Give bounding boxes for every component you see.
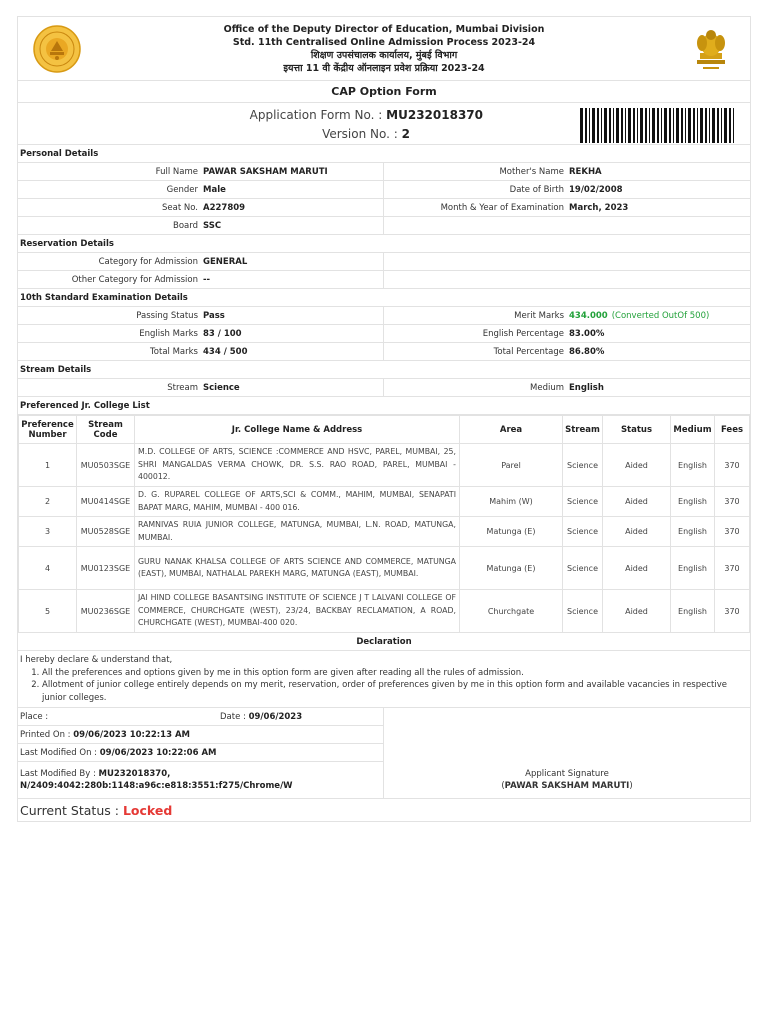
exam-month-label: Month & Year of Examination [440,202,564,213]
college-address: RAMNIVAS RUIA JUNIOR COLLEGE, MATUNGA, MUMBAI, L.N. ROAD, MATUNGA, MUMBAI. [135,517,460,547]
declaration-body [18,651,750,708]
modified-by-id: MU232018370, [98,769,171,779]
header-area: Area [460,416,563,444]
college-fees: 370 [715,444,750,487]
status-label: Current Status : [20,802,119,818]
status-badge: Locked [122,802,173,818]
preference-number: 3 [19,517,77,547]
reservation-details-heading: Reservation Details [18,235,750,253]
college-stream: Science [563,547,603,590]
modified-by-label: Last Modified By : [20,769,96,779]
college-status: Aided [603,590,671,633]
table-row [19,444,750,487]
table-row [19,517,750,547]
place-label: Place : [20,711,49,722]
medium-value: English [569,382,604,393]
office-title: Office of the Deputy Director of Education, Mumbai Division [223,24,545,35]
category-value: GENERAL [201,253,384,270]
full-name-value: PAWAR SAKSHAM MARUTI [201,163,384,180]
exam-row [18,325,750,343]
passing-status-value: Pass [201,307,384,324]
personal-row [18,181,750,199]
exam-details-heading: 10th Standard Examination Details [18,289,750,307]
version-line [18,127,410,141]
table-row [19,590,750,633]
college-fees: 370 [715,487,750,517]
college-status: Aided [603,487,671,517]
signature-label: Applicant Signature [525,769,609,779]
office-title-marathi: शिक्षण उपसंचालक कार्यालय, मुंबई विभाग [310,50,458,61]
college-stream: Science [563,590,603,633]
college-stream: Science [563,444,603,487]
personal-row [18,217,750,235]
version-label: Version No. : [322,127,398,141]
personal-row [18,163,750,181]
date-label: Date : [220,711,246,722]
header-college-name: Jr. College Name & Address [135,416,460,444]
english-marks-value: 83 / 100 [201,325,384,342]
preference-number: 5 [19,590,77,633]
college-medium: English [671,487,715,517]
other-category-label: Other Category for Admission [71,274,198,285]
application-number-label: Application Form No. : [249,108,383,122]
college-status: Aided [603,444,671,487]
board-value: SSC [201,217,384,234]
application-block [18,103,750,145]
dob-label: Date of Birth [509,184,564,195]
exam-row [18,307,750,325]
exam-month-value: March, 2023 [569,202,629,213]
merit-marks-label: Merit Marks [514,310,564,321]
stream-details-heading: Stream Details [18,361,750,379]
college-address: D. G. RUPAREL COLLEGE OF ARTS,SCI & COMM., MAHIM, MUMBAI, SENAPATI BAPAT MARG, MAHIM, MUMBAI - 400 016. [135,487,460,517]
modified-by-device: N/2409:4042:280b:1148:a96c:e818:3551:f275/Chrome/W [20,781,293,791]
other-category-value: -- [201,271,384,288]
college-medium: English [671,590,715,633]
national-emblem-icon [687,23,735,75]
total-marks-value: 434 / 500 [201,343,384,360]
mother-name-label: Mother's Name [499,166,564,177]
modified-by-row [18,762,383,798]
gender-value: Male [201,181,384,198]
stream-code: MU0414SGE [77,487,135,517]
signature-area [384,708,750,798]
applicant-signature: Applicant Signature (PAWAR SAKSHAM MARUTI) [384,768,750,792]
stream-code: MU0528SGE [77,517,135,547]
college-stream: Science [563,517,603,547]
header-preference-number: Preference Number [19,416,77,444]
college-area: Mahim (W) [460,487,563,517]
barcode-icon [580,108,736,143]
english-marks-label: English Marks [139,328,198,339]
form-title: CAP Option Form [18,81,750,103]
college-status: Aided [603,517,671,547]
application-number-line [18,108,483,122]
merit-marks-value: 434.000 [569,310,608,321]
reservation-row [18,271,750,289]
medium-label: Medium [530,382,564,393]
stream-value: Science [201,379,384,396]
header-fees: Fees [715,416,750,444]
seat-value: A227809 [201,199,384,216]
college-fees: 370 [715,517,750,547]
header-status: Status [603,416,671,444]
personal-row [18,199,750,217]
declaration-heading: Declaration [18,633,750,651]
college-medium: English [671,517,715,547]
college-address: M.D. COLLEGE OF ARTS, SCIENCE :COMMERCE AND HSVC, PAREL, MUMBAI, 25, SHRI MANGALDAS VERMA CHOWK, DR. S.S. RAO ROAD, PAREL, MUMBAI - 400012. [135,444,460,487]
college-medium: English [671,444,715,487]
declaration-point: 1. All the preferences and options given by me in this option form are given after reading all the rules of admission. [42,667,748,680]
reservation-row [18,253,750,271]
college-area: Matunga (E) [460,517,563,547]
modified-row [18,744,383,762]
current-status [18,799,750,821]
modified-label: Last Modified On : [20,747,98,758]
application-number: MU232018370 [386,108,483,122]
version-number: 2 [401,127,410,141]
college-area: Matunga (E) [460,547,563,590]
declaration-intro: I hereby declare & understand that, [20,655,173,665]
english-percentage-label: English Percentage [482,328,564,339]
college-area: Parel [460,444,563,487]
college-address: JAI HIND COLLEGE BASANTSING INSTITUTE OF SCIENCE J T LALVANI COLLEGE OF COMMERCE, CHURCHGATE (WEST), 23/24, BACKBAY RECLAMATION, A ROAD, CHURCHGATE (WEST), MUMBAI-400 020. [135,590,460,633]
signature-name: PAWAR SAKSHAM MARUTI [504,781,630,791]
preference-number: 1 [19,444,77,487]
total-percentage-value: 86.80% [569,346,605,357]
merit-marks-cell [567,307,750,324]
table-header-row [19,416,750,444]
modified-value: 09/06/2023 10:22:06 AM [99,747,217,758]
college-medium: English [671,547,715,590]
college-address: GURU NANAK KHALSA COLLEGE OF ARTS SCIENCE AND COMMERCE, MATUNGA (EAST), MUMBAI, NATHALAL PAREKH MARG, MATUNGA (EAST), MUMBAI. [135,547,460,590]
process-title-marathi: इयत्ता 11 वी केंद्रीय ऑनलाइन प्रवेश प्रक्रिया 2023-24 [283,63,485,74]
date-value: 09/06/2023 [248,711,303,722]
full-name-label: Full Name [155,166,198,177]
mother-name-value: REKHA [569,166,602,177]
cap-option-form [17,16,751,822]
seat-label: Seat No. [162,202,198,213]
stream-code: MU0123SGE [77,547,135,590]
college-stream: Science [563,487,603,517]
college-area: Churchgate [460,590,563,633]
table-row [19,487,750,517]
form-header [18,17,750,81]
header-stream-code: Stream Code [77,416,135,444]
passing-status-label: Passing Status [136,310,198,321]
printed-row [18,726,383,744]
footer-info [18,708,384,798]
total-marks-label: Total Marks [150,346,198,357]
footer-block [18,708,750,799]
category-label: Category for Admission [98,256,198,267]
preference-number: 2 [19,487,77,517]
merit-marks-note: (Converted OutOf 500) [611,310,710,321]
english-percentage-value: 83.00% [569,328,605,339]
printed-label: Printed On : [20,729,71,740]
declaration-points [20,667,748,705]
college-list-heading: Preferenced Jr. College List [18,397,750,415]
college-status: Aided [603,547,671,590]
college-fees: 370 [715,547,750,590]
header-text [18,23,750,75]
college-fees: 370 [715,590,750,633]
header-medium: Medium [671,416,715,444]
stream-label: Stream [167,382,198,393]
dob-value: 19/02/2008 [569,184,623,195]
board-label: Board [173,220,198,231]
declaration-point: 2. Allotment of junior college entirely depends on my merit, reservation, order of preferences given by me in this option form and available vacancies in respective junior colleges. [42,679,748,704]
stream-code: MU0503SGE [77,444,135,487]
printed-value: 09/06/2023 10:22:13 AM [73,729,190,740]
total-percentage-label: Total Percentage [493,346,564,357]
exam-row [18,343,750,361]
process-title: Std. 11th Centralised Online Admission Process 2023-24 [232,37,536,48]
header-stream: Stream [563,416,603,444]
stream-row [18,379,750,397]
table-row [19,547,750,590]
personal-details-heading: Personal Details [18,145,750,163]
gender-label: Gender [166,184,198,195]
stream-code: MU0236SGE [77,590,135,633]
college-preference-table [18,415,750,633]
place-date-row [18,708,383,726]
preference-number: 4 [19,547,77,590]
